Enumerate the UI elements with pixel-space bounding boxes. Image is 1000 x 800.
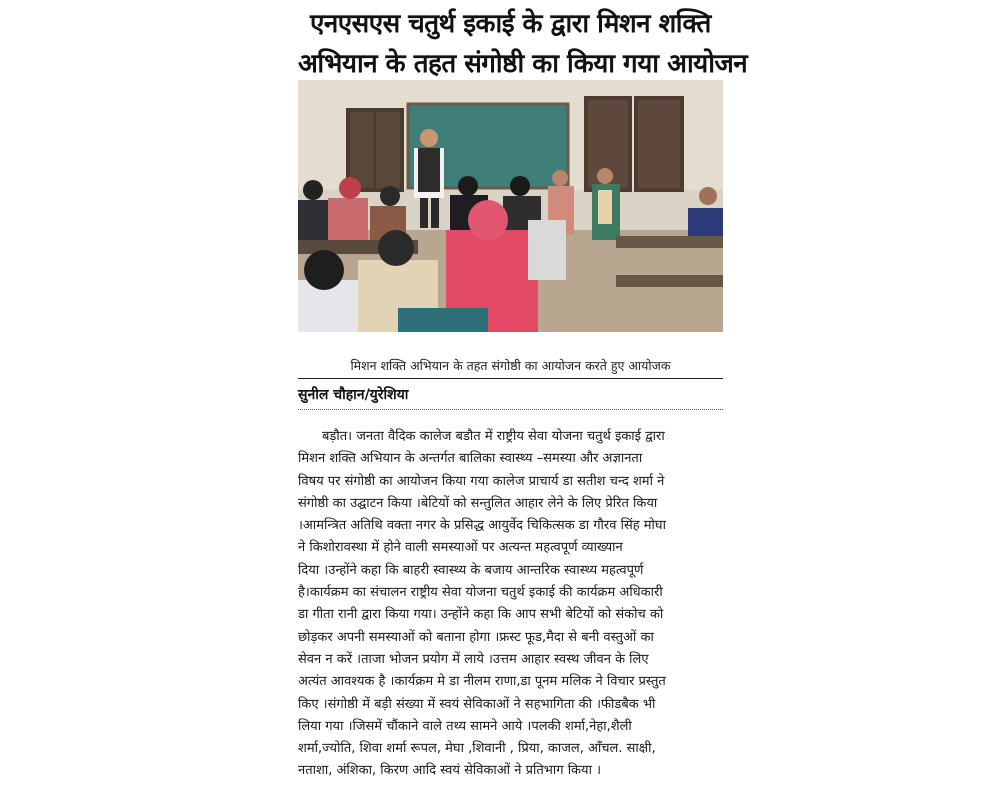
article-line: किए ।संगोष्ठी में बड़ी संख्या में स्वयं सेविकाओं ने सहभागिता की ।फीडबैक भी: [298, 696, 656, 712]
article-line: विषय पर संगोष्ठी का आयोजन किया गया कालेज प्राचार्य डा सतीश चन्द शर्मा ने: [298, 473, 665, 489]
article-line: डा गीता रानी द्वारा किया गया। उन्होंने कहा कि आप सभी बेटियों को संकोच को: [298, 607, 664, 623]
article-line: बड़ौत। जनता वैदिक कालेज बडौत में राष्ट्रीय सेवा योजना चतुर्थ इकाई द्वारा: [322, 429, 665, 444]
article-body: [298, 426, 723, 783]
caption-divider: [298, 378, 723, 379]
article-line: लिया गया ।जिसमें चौंकाने वाले तथ्य सामने आये ।पलकी शर्मा,नेहा,शैली: [298, 718, 632, 734]
article-line: ने किशोरावस्था में होने वाली समस्याओं पर अत्यन्त महत्वपूर्ण व्याख्यान: [298, 540, 623, 556]
byline: सुनील चौहान/युरेशिया: [298, 387, 409, 403]
article-line: शर्मा,ज्योति, शिवा शर्मा रूपल, मेघा ,शिवानी , प्रिया, काजल, आँचल. साक्षी,: [298, 741, 656, 757]
headline-line-2: अभियान के तहत संगोष्ठी का किया गया आयोजन: [298, 49, 748, 79]
article-line: है।कार्यक्रम का संचालन राष्ट्रीय सेवा योजना चतुर्थ इकाई की कार्यक्रम अधिकारी: [298, 585, 663, 601]
photo-caption: मिशन शक्ति अभियान के तहत संगोष्ठी का आयोजन करते हुए आयोजक: [350, 358, 671, 373]
article-line: मिशन शक्ति अभियान के अन्तर्गत बालिका स्वास्थ्य –समस्या और अज्ञानता: [298, 451, 643, 467]
byline-divider: [298, 409, 723, 410]
article-line: दिया ।उन्होंने कहा कि बाहरी स्वास्थ्य के बजाय आन्तरिक स्वास्थ्य महत्वपूर्ण: [298, 562, 644, 578]
article-line: अत्यंत आवश्यक है ।कार्यक्रम मे डा नीलम राणा,डा पूनम मलिक ने विचार प्रस्तुत: [298, 674, 666, 690]
news-photo: [298, 80, 723, 332]
article-line: संगोष्ठी का उद्घाटन किया ।बेटियों को सन्तुलित आहार लेने के लिए प्रेरित किया: [298, 495, 658, 511]
article-line: सेवन न करें ।ताजा भोजन प्रयोग में लाये ।उत्तम आहार स्वस्थ जीवन के लिए: [298, 651, 649, 667]
article-line: छोड़कर अपनी समस्याओं को बताना होगा ।फ्रस्ट फूड,मैदा से बनी वस्तुओं का: [298, 629, 654, 645]
headline-line-1: एनएसएस चतुर्थ इकाई के द्वारा मिशन शक्ति: [310, 9, 711, 39]
article-line: ।आमन्त्रित अतिथि वक्ता नगर के प्रसिद्ध आयुर्वेद चिकित्सक डा गौरव सिंह मोघा: [298, 518, 666, 534]
article-line: नताशा, अंशिका, किरण आदि स्वयं सेविकाओं ने प्रतिभाग किया ।: [298, 763, 602, 779]
headline: [298, 4, 748, 84]
